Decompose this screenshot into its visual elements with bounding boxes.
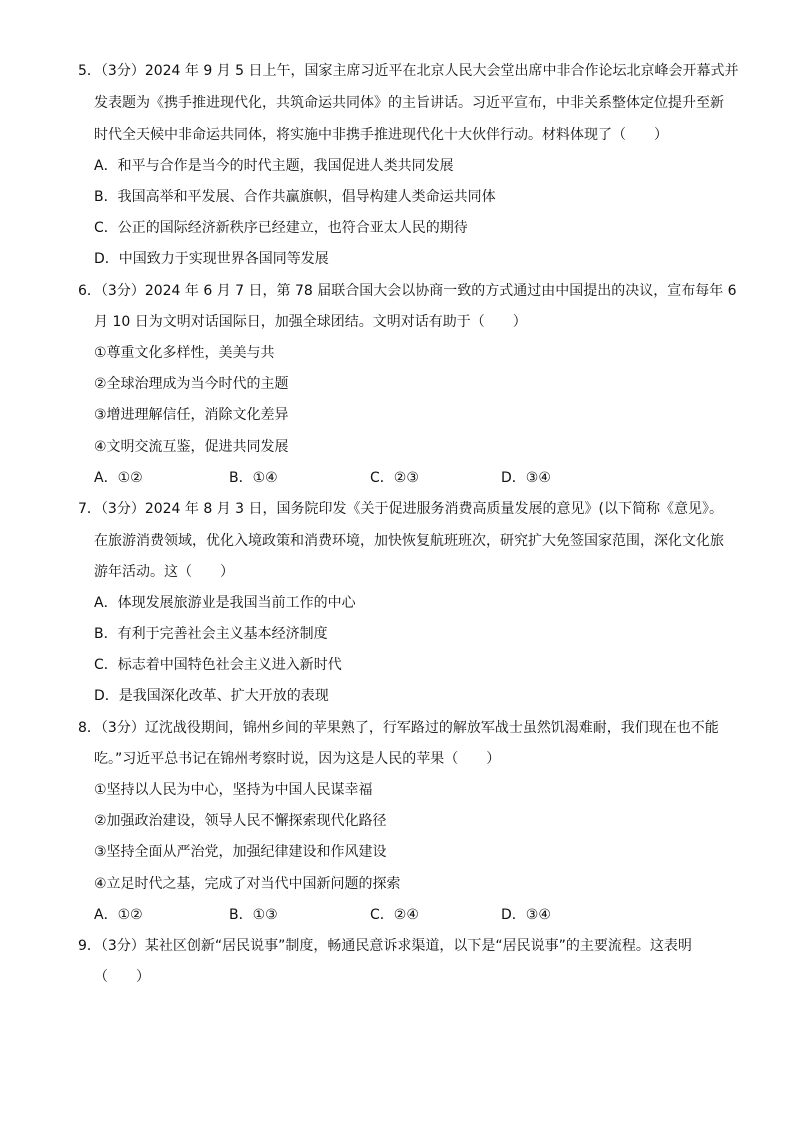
q5-stem-line-2: 发表题为《携手推进现代化，共筑命运共同体》的主旨讲话。习近平宣布，中非关系整体定位提升至新 — [94, 95, 724, 111]
q6-stem-line-2: 月 10 日为文明对话国际日，加强全球团结。文明对话有助于（ ） — [94, 314, 527, 330]
q8-choice-d: D．③④ — [501, 907, 551, 923]
q9-stem-line-1: 9．（3分）某社区创新“居民说事”制度，畅通民意诉求渠道，以下是“居民说事”的主要流程。这表明 — [78, 938, 692, 954]
q7-option-a: A．体现发展旅游业是我国当前工作的中心 — [94, 595, 356, 611]
q7-stem-line-2: 在旅游消费领域，优化入境政策和消费环境，加快恢复航班班次，研究扩大免签国家范围，深化文化旅 — [94, 533, 724, 549]
q7-option-c: C．标志着中国特色社会主义进入新时代 — [94, 657, 342, 673]
q8-statement-3: ③坚持全面从严治党，加强纪律建设和作风建设 — [94, 844, 387, 860]
q8-statement-2: ②加强政治建设，领导人民不懈探索现代化路径 — [94, 813, 387, 829]
q5-stem-line-3: 时代全天候中非命运共同体，将实施中非携手推进现代化十大伙伴行动。材料体现了（ ） — [94, 127, 668, 143]
q8-choice-a: A．①② — [94, 907, 143, 923]
q7-option-b: B．有利于完善社会主义基本经济制度 — [94, 626, 328, 642]
q5-stem-line-1: 5．（3分）2024 年 9 月 5 日上午，国家主席习近平在北京人民大会堂出席中非合作论坛北京峰会开幕式并 — [78, 63, 739, 79]
q5-option-d: D．中国致力于实现世界各国同等发展 — [94, 251, 329, 267]
q6-statement-3: ③增进理解信任，消除文化差异 — [94, 407, 289, 423]
q8-statement-1: ①坚持以人民为中心，坚持为中国人民谋幸福 — [94, 782, 373, 798]
q5-option-a: A．和平与合作是当今的时代主题，我国促进人类共同发展 — [94, 158, 454, 174]
q8-choice-c: C．②④ — [370, 907, 419, 923]
q5-option-c: C．公正的国际经济新秩序已经建立，也符合亚太人民的期待 — [94, 220, 468, 236]
q7-option-d: D．是我国深化改革、扩大开放的表现 — [94, 688, 329, 704]
q8-stem-line-2: 吃。”习近平总书记在锦州考察时说，因为这是人民的苹果（ ） — [94, 751, 501, 767]
q6-choice-b: B．①④ — [229, 470, 278, 486]
q7-stem-line-3: 游年活动。这（ ） — [94, 564, 234, 580]
q6-choice-a: A．①② — [94, 470, 143, 486]
q7-stem-line-1: 7．（3分）2024 年 8 月 3 日，国务院印发《关于促进服务消费高质量发展的意见》(以下简称《意见》。 — [78, 501, 723, 517]
q5-option-b: B．我国高举和平发展、合作共赢旗帜，倡导构建人类命运共同体 — [94, 189, 496, 205]
q8-choice-b: B．①③ — [229, 907, 278, 923]
q6-choice-c: C．②③ — [370, 470, 419, 486]
q8-statement-4: ④立足时代之基，完成了对当代中国新问题的探索 — [94, 876, 401, 892]
q6-statement-1: ①尊重文化多样性，美美与共 — [94, 345, 275, 361]
q8-stem-line-1: 8．（3分）辽沈战役期间，锦州乡间的苹果熟了，行军路过的解放军战士虽然饥渴难耐，我们现在也不能 — [78, 720, 719, 736]
q6-stem-line-1: 6．（3分）2024 年 6 月 7 日，第 78 届联合国大会以协商一致的方式通过由中国提出的决议，宣布每年 6 — [78, 283, 737, 299]
q9-stem-line-2: （ ） — [94, 969, 150, 985]
q6-statement-2: ②全球治理成为当今时代的主题 — [94, 376, 289, 392]
q6-choice-d: D．③④ — [501, 470, 551, 486]
q6-statement-4: ④文明交流互鉴，促进共同发展 — [94, 439, 289, 455]
